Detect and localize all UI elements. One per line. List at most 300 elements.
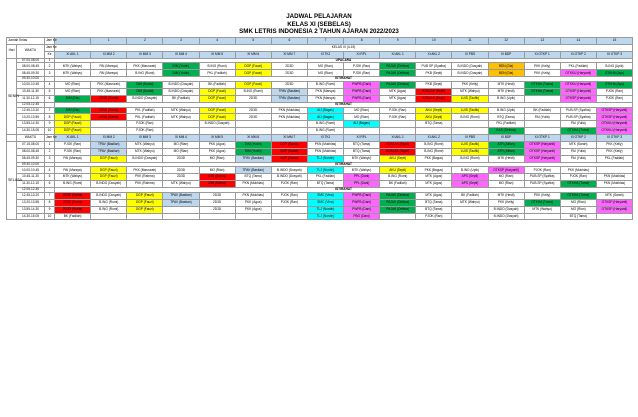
hari-label: Hari [7,44,17,58]
class-name: XI RPL [344,51,380,58]
lesson-row [7,174,633,181]
time-slot: 13.20-13.55 [17,199,45,206]
subject-cell: OTKSP (Haryanti) [524,148,560,155]
subject-cell: BK (Fadilah) [199,82,235,89]
subject-cell: PKB (Septi) [416,82,452,89]
subject-cell: B.ING (Rumi) [452,114,488,121]
subject-cell [235,213,271,220]
subject-cell: PKK (Kelly) [452,82,488,89]
subject-cell: TPAV (Bastian) [91,148,127,155]
subject-cell: PJOK (Ran) [271,181,307,188]
subject-cell: TPAV (Bastian) [271,95,307,102]
subject-cell: B.ING (Rumi) [235,88,271,95]
subject-cell: MTK (Hesti) [488,82,524,89]
subject-cell: DGP (Fauzi) [127,206,163,213]
subject-cell: PJOK (Ran) [596,88,632,95]
time-slot: 09.30-10.00 [17,162,45,167]
subject-cell: TLJ (Nurdin) [307,155,343,162]
subject-cell: PWPB (Dani) [344,192,380,199]
time-slot: 14.30-15.05 [17,213,45,220]
subject-cell: B.ING (Upik) [596,63,632,70]
lesson-row [7,121,633,128]
subject-cell: 2D3D (Satria) [55,199,91,206]
lesson-row [7,63,633,70]
subject-cell: 2D3D [163,167,199,174]
subject-cell: BDN (Dia) [488,70,524,77]
time-slot: 12.45-13.20 [17,192,45,199]
subject-cell: PWPB (Dani) [344,82,380,89]
subject-cell: PAJAK (Delima) [380,199,416,206]
class-number: 3 [163,38,199,45]
subject-cell: BDN (Dia) [488,63,524,70]
subject-cell: BTQ (Tama) [235,174,271,181]
subject-cell: BK (Fadilah) [452,192,488,199]
subject-cell: PAI (Yulia) [560,148,596,155]
subject-cell: PJOK (Ran) [127,121,163,128]
lesson-row [7,148,633,155]
class-number: 12 [488,38,524,45]
jam-label: Jam Ke [45,135,55,142]
time-slot: 13.20-13.55 [17,114,45,121]
subject-cell: PAI (Yulia) [524,114,560,121]
subject-cell: TPAV (Bastian) [163,199,199,206]
time-slot: 11.30-12.15 [17,95,45,102]
subject-cell: OTKHA (Tuma) [524,199,560,206]
subject-cell: PKK (Masrurah) [127,63,163,70]
subject-cell: B.INDO (Dosyah) [488,213,524,220]
period-number: 7 [45,192,55,199]
class-number-blank [55,38,91,45]
subject-cell: PAJAK (Delima) [380,206,416,213]
subject-cell: PKL (Fadilah) [307,174,343,181]
time-slot: 08.00-08.45 [17,63,45,70]
subject-cell [344,128,380,135]
subject-cell: 2D3D [271,70,307,77]
subject-cell: OTKSP (Haryanti) [560,95,596,102]
subject-cell: MTK (Agus) [416,192,452,199]
subject-cell [91,213,127,220]
subject-cell: BTQ (Tama) [416,121,452,128]
subject-cell: DGP (Fauzi) [91,167,127,174]
period-number: 2 [45,148,55,155]
subject-cell: PKK (Bagus) [416,167,452,174]
subject-cell: OTKKU (Haryanti) [560,82,596,89]
subject-cell: B.INDO (Dosyah) [91,181,127,188]
period-number: 9 [45,121,55,128]
subject-cell: PAJAK (Delima) [380,70,416,77]
subject-cell: DGP (Fauzi) [91,174,127,181]
subject-cell: AKU (Septi) [416,107,452,114]
subject-cell: PJOK (Ran) [380,114,416,121]
subject-cell: B.INDO (Dosyah) [199,121,235,128]
title-line-2: KELAS XI (SEBELAS) [287,20,351,28]
day-label: SELASA [7,141,17,220]
subject-cell [596,213,632,220]
subject-cell: PKB (Septi) [416,70,452,77]
class-name: XI MM 2 [91,135,127,142]
subject-cell: 2D3D [271,82,307,89]
lesson-row [7,70,633,77]
subject-cell: PJOK (Ran) [344,63,380,70]
subject-cell: BK (Fadilah) [524,107,560,114]
subject-cell: PAI (Marsya) [91,70,127,77]
subject-cell: PAI (Marsya) [91,63,127,70]
subject-cell: 2D3D [235,114,271,121]
period-number: 3 [45,70,55,77]
subject-cell: PKN (Mukhlas) [235,181,271,188]
subject-cell [163,121,199,128]
subject-cell: PWPB (Dani) [344,206,380,213]
subject-cell: DIM (Dodid) [127,82,163,89]
class-name: XI OTKP 3 [596,51,632,58]
class-name: XI PBS [452,51,488,58]
time-slot: 11.30-12.15 [17,181,45,188]
subject-cell: MO (Rian) [55,88,91,95]
subject-cell: KAS (Delima) [488,128,524,135]
lesson-row [7,107,633,114]
subject-cell: BK (Fadilah) [163,95,199,102]
time-slot: 10.00-10.45 [17,167,45,174]
subject-cell: DGP (Fauzi) [127,192,163,199]
title-line-1: JADWAL PELAJARAN [286,13,352,20]
class-name: XI MM 3 [127,135,163,142]
subject-cell: PAI (Marsya) [55,167,91,174]
class-name: XI MM 3 [127,51,163,58]
period-number: 1 [45,58,55,63]
subject-cell: 2D3D [199,206,235,213]
period-number: 6 [45,181,55,188]
class-name: XI PBS [452,135,488,142]
time-slot: 10.45-11.30 [17,174,45,181]
period-number: 1 [45,141,55,148]
subject-cell: B.ING (Upik) [488,107,524,114]
subject-cell: OTKSP (Haryanti) [488,167,524,174]
subject-cell: OTKSP (Haryanti) [560,88,596,95]
class-number: 1 [91,38,127,45]
class-name: XI MM 7 [271,135,307,142]
class-name: XI MM 6 [235,51,271,58]
class-number: 15 [596,38,632,45]
subject-cell: PKL (Fadilah) [199,70,235,77]
time-slot: 14.30-15.05 [17,128,45,135]
subject-cell: MTK (Wahyu) [55,174,91,181]
subject-cell: 2D3D (Satria) [55,192,91,199]
subject-cell: B.ING (Rumi) [91,199,127,206]
day-label: SENIN [7,58,17,134]
subject-cell: DGP (Fauzi) [91,155,127,162]
subject-cell: PAI (Yulia) [560,155,596,162]
subject-cell: KOM.AK (Septi) [416,88,452,95]
class-number: 5 [235,38,271,45]
subject-cell: LUIS (Taufik) [452,141,488,148]
lesson-row [7,199,633,206]
time-slot: 12.05-12.45 [17,102,45,107]
class-name: XI OTKP 3 [596,135,632,142]
class-name: XI OTKP 2 [560,51,596,58]
subject-cell: DGP (Satria) [271,155,307,162]
subject-cell: OTKKU (Haryanti) [596,128,632,135]
break-label: ISTIRAHAT [55,102,633,107]
subject-cell: AKU (Septi) [416,114,452,121]
subject-cell: B.INDO (Dosyah) [91,192,127,199]
subject-cell: MTK (Agus) [416,181,452,188]
subject-cell: PKL (Fadilah) [127,114,163,121]
subject-cell: PKN (Mukhlas) [307,141,343,148]
subject-cell: B.ING (Rumi) [416,148,452,155]
subject-cell: DGP (Fauzi) [199,107,235,114]
subject-cell: PKK (Kelly) [596,141,632,148]
class-number: 11 [452,38,488,45]
subject-cell: PUB.SP (Syafira) [524,181,560,188]
subject-cell: PUB.SP (Syafira) [560,114,596,121]
day-header-row [7,135,633,142]
subject-cell: 2D3D [199,199,235,206]
lesson-row [7,213,633,220]
jumlah-kelas-label: Jumlah Kelas [7,38,45,45]
subject-cell: OTKHA (Tuma) [560,181,596,188]
subject-cell: PWPB (Dani) [344,95,380,102]
subject-cell: MO (Rian) [307,63,343,70]
subject-cell: PKN (Marsya) [307,88,343,95]
period-number: 7 [45,107,55,114]
lesson-row [7,192,633,199]
subject-cell: 2D3D [235,107,271,114]
subject-cell: PUB.SP (Syafira) [524,174,560,181]
subject-cell: PKN (Mukhlas) [271,114,307,121]
subject-cell: 2D3D (Satria) [91,95,127,102]
subject-cell: PKK (Masrurah) [91,82,127,89]
subject-cell: PKN (Marsya) [307,95,343,102]
subject-cell: TLJ (Nurdin) [307,213,343,220]
subject-cell [416,128,452,135]
subject-cell: B.ING (Rumi) [452,155,488,162]
subject-cell: B.ING (Rumi) [307,82,343,89]
subject-cell: DIM (Dodid) [127,88,163,95]
jam-ke-label: Jam Ke [45,38,55,45]
subject-cell: PJOK (Ran) [271,199,307,206]
subject-cell: MO (Rian) [163,148,199,155]
subject-cell: PKK (Kelly) [488,199,524,206]
class-name: XI MM 4 [163,51,199,58]
subject-cell: TLJ (Nurdin) [307,206,343,213]
subject-cell [524,213,560,220]
class-name: XI AKL 1 [55,51,91,58]
subject-cell: MTK (Hesti) [488,192,524,199]
subject-cell: B.INDO (Dosyah) [452,70,488,77]
subject-cell: PKN (Mukhlas) [307,148,343,155]
time-slot: 09.30-10.00 [17,77,45,82]
period-number: 8 [45,199,55,206]
class-name: XI MM 4 [163,135,199,142]
subject-cell: B.INDO (Dosyah) [163,82,199,89]
subject-cell: 2D3D [163,155,199,162]
subject-cell: DGP (Fauzi) [55,121,91,128]
subject-cell: B.ING (Upik) [452,167,488,174]
subject-cell: APS (Septi) [452,174,488,181]
subject-cell: BTQ (Tama) [560,213,596,220]
subject-cell: SMC (Vina) [307,199,343,206]
subject-cell: MO (Rian) [199,155,235,162]
subject-cell: PWPB (Dani) [344,199,380,206]
subject-cell: MO (Rian) [344,114,380,121]
class-number: 4 [199,38,235,45]
timetable-grid [6,37,633,220]
lesson-row [7,155,633,162]
subject-cell: MO (Rian) [163,141,199,148]
subject-cell: PKN (Mukhlas) [596,174,632,181]
subject-cell: OTKSP (Haryanti) [596,114,632,121]
subject-cell: MTK (Wahyu) [163,114,199,121]
class-number: 6 [271,38,307,45]
time-slot: 13.55-14.30 [17,121,45,128]
subject-cell: MO (Rian) [55,82,91,89]
period-number: 8 [45,114,55,121]
subject-cell: DIM (Satria) [199,174,235,181]
subject-cell: BK (Fadilah) [380,181,416,188]
class-number: 14 [560,38,596,45]
subject-cell: KOM.AK (Septi) [380,141,416,148]
subject-cell [452,206,488,213]
subject-cell: OTKSP (Haryanti) [596,206,632,213]
subject-cell [91,128,127,135]
class-name: XI AKL 1 [55,135,91,142]
subject-cell [452,128,488,135]
subject-cell: BK (Fadilah) [55,213,91,220]
subject-cell [271,128,307,135]
subject-cell: OTKSP (Haryanti) [524,141,560,148]
subject-cell: MTK (Hesti) [488,88,524,95]
class-number: 10 [416,38,452,45]
subject-cell: OTKHA (Tuma) [524,82,560,89]
subject-cell [91,121,127,128]
class-name: XI OTKP 1 [524,135,560,142]
period-number: 4 [45,82,55,89]
class-name: XI MM 5 [199,51,235,58]
subject-cell: PKK (Masrurah) [127,167,163,174]
subject-cell: PKK (Kelly) [524,192,560,199]
subject-cell: MO (Rian) [307,70,343,77]
subject-cell: PKK (Agus) [235,199,271,206]
class-name: XI TKJ [307,51,343,58]
subject-cell: TLJ (Nurdin) [307,167,343,174]
subject-cell: AKU (Septi) [380,167,416,174]
subject-cell [163,206,199,213]
period-number: 2 [45,63,55,70]
subject-cell: PKK (Kelly) [524,63,560,70]
lesson-row [7,88,633,95]
subject-cell: PKL (Fadilah) [127,107,163,114]
subject-cell: OTKSP (Haryanti) [596,107,632,114]
subject-cell: MO (Rian) [560,199,596,206]
subject-cell: B.INDO (Dosyah) [127,155,163,162]
subject-cell: PKK (Kelly) [524,70,560,77]
subject-cell: PJOK (Ran) [271,192,307,199]
subject-cell: PKK (Masrurah) [91,88,127,95]
subject-cell: PKL (Fadilah) [596,155,632,162]
subject-cell: OTKSP (Haryanti) [524,155,560,162]
subject-cell: PJOK (Ran) [380,107,416,114]
class-name: XI MM 7 [271,51,307,58]
lesson-row [7,206,633,213]
class-name: XI RPL [344,135,380,142]
subject-cell: LUIS (Taufik) [452,148,488,155]
subject-cell: PKN (Mukhlas) [596,181,632,188]
period-number: 10 [45,213,55,220]
subject-cell: OTKHA (Ayu) [596,70,632,77]
subject-cell: MTK (Wahyu) [55,70,91,77]
subject-cell: B.ING (Upik) [488,95,524,102]
break-label: ISTIRAHAT [55,162,633,167]
subject-cell: MTK (Wahyu) [127,148,163,155]
class-number: 13 [524,38,560,45]
subject-cell: OTKHA (Tuma) [560,192,596,199]
period-number: 5 [45,88,55,95]
class-name: XI AKL 2 [416,51,452,58]
subject-cell: PJOK (Ran) [55,148,91,155]
subject-cell: PKK (Agus) [235,206,271,213]
subject-cell: PPL (Dani) [344,174,380,181]
subject-cell [235,128,271,135]
subject-cell: MTK (Agus) [380,88,416,95]
subject-cell: OTKHA (Ayu) [596,82,632,89]
subject-cell: B.ING (Rumi) [91,206,127,213]
subject-cell: DIM (Yudin) [163,63,199,70]
class-name: XI AKL 1 [380,51,416,58]
subject-cell: TPAV (Bastian) [235,167,271,174]
subject-cell: TPAV (Bastian) [235,155,271,162]
subject-cell: AIJ (Bagas) [307,107,343,114]
subject-cell: DGP (Fauzi) [235,82,271,89]
subject-cell: PKK (Rahma) [127,181,163,188]
subject-cell: PKK (Rahma) [127,174,163,181]
subject-cell: B.ING (Rumi) [199,63,235,70]
subject-cell: DGP (Fauzi) [199,114,235,121]
subject-cell: DGP (Satria) [271,141,307,148]
period-number: 9 [45,206,55,213]
subject-cell: MTK (Wahyu) [524,206,560,213]
subject-cell [380,121,416,128]
subject-cell: B.INDO (Dosyah) [271,167,307,174]
subject-cell: MTK (Wahyu) [163,181,199,188]
subject-cell: MTK (Wahyu) [163,107,199,114]
subject-cell: MO (Rian) [560,206,596,213]
subject-cell: MTK (Sarah) [596,192,632,199]
subject-cell [452,213,488,220]
title-line-3: SMK LETRIS INDONESIA 2 TAHUN AJARAN 2022/2023 [239,28,399,36]
subject-cell: PKK (Kelly) [596,148,632,155]
subject-cell: PPL (Dani) [344,181,380,188]
subject-cell: MO (Rian) [344,107,380,114]
subject-cell: DGP (Satria) [271,148,307,155]
period-number: 4 [45,167,55,174]
lesson-row [7,82,633,89]
class-name: XI AKL 2 [416,135,452,142]
subject-cell: BTQ (Tama) [344,141,380,148]
subject-cell: BTQ (Tama) [307,181,343,188]
subject-cell: MO (Rian) [488,174,524,181]
subject-cell: PKK (Bagus) [416,155,452,162]
subject-cell [380,213,416,220]
class-number: 9 [380,38,416,45]
subject-cell: ATR (Alfian) [488,148,524,155]
lesson-row [7,141,633,148]
subject-cell [163,213,199,220]
subject-cell [452,121,488,128]
time-slot: 08.45-09.30 [17,70,45,77]
subject-cell [271,121,307,128]
subject-cell: PKL (Fadilah) [488,121,524,128]
subject-cell: PJOK (Ran) [344,70,380,77]
